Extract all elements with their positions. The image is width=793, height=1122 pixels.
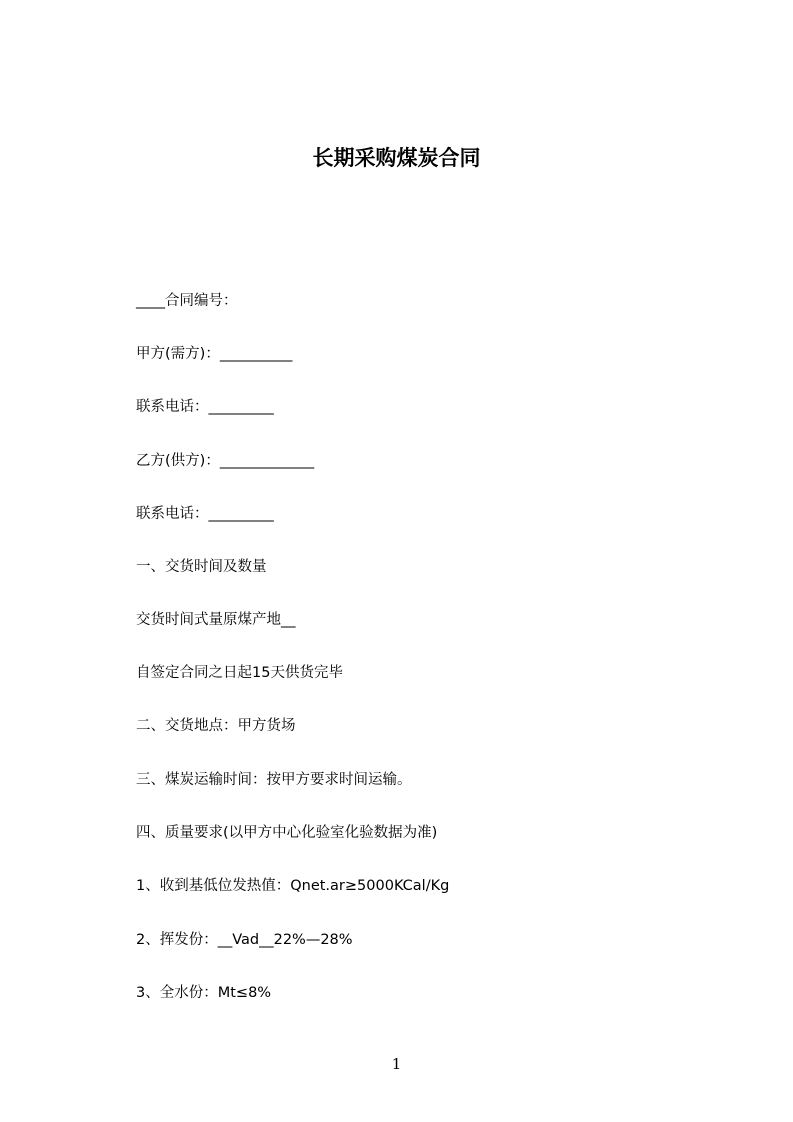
party-b-line: 乙方(供方)：_____________ [136, 453, 315, 469]
quality-item-moisture: 3、全水份：Mt≤8% [136, 985, 272, 1001]
page-number: 1 [391, 1055, 402, 1073]
party-b-phone-line: 联系电话：_________ [136, 506, 274, 522]
quality-item-volatile: 2、挥发份：__Vad__22%—28% [136, 932, 353, 948]
quality-item-calorific: 1、收到基低位发热值：Qnet.ar≥5000KCal/Kg [136, 878, 450, 894]
section-delivery-time-heading: 一、交货时间及数量 [136, 559, 267, 575]
delivery-time-line: 交货时间式量原煤产地__ [136, 612, 296, 628]
document-title: 长期采购煤炭合同 [312, 146, 481, 170]
party-a-phone-line: 联系电话：_________ [136, 399, 274, 415]
section-quality-requirements: 四、质量要求(以甲方中心化验室化验数据为准) [136, 825, 438, 841]
contract-number-line: ____合同编号： [136, 293, 238, 309]
section-delivery-location: 二、交货地点：甲方货场 [136, 718, 296, 734]
party-a-line: 甲方(需方)：__________ [136, 346, 293, 362]
delivery-period-line: 自签定合同之日起15天供货完毕 [136, 665, 343, 681]
section-transport-time: 三、煤炭运输时间：按甲方要求时间运输。 [136, 772, 412, 788]
